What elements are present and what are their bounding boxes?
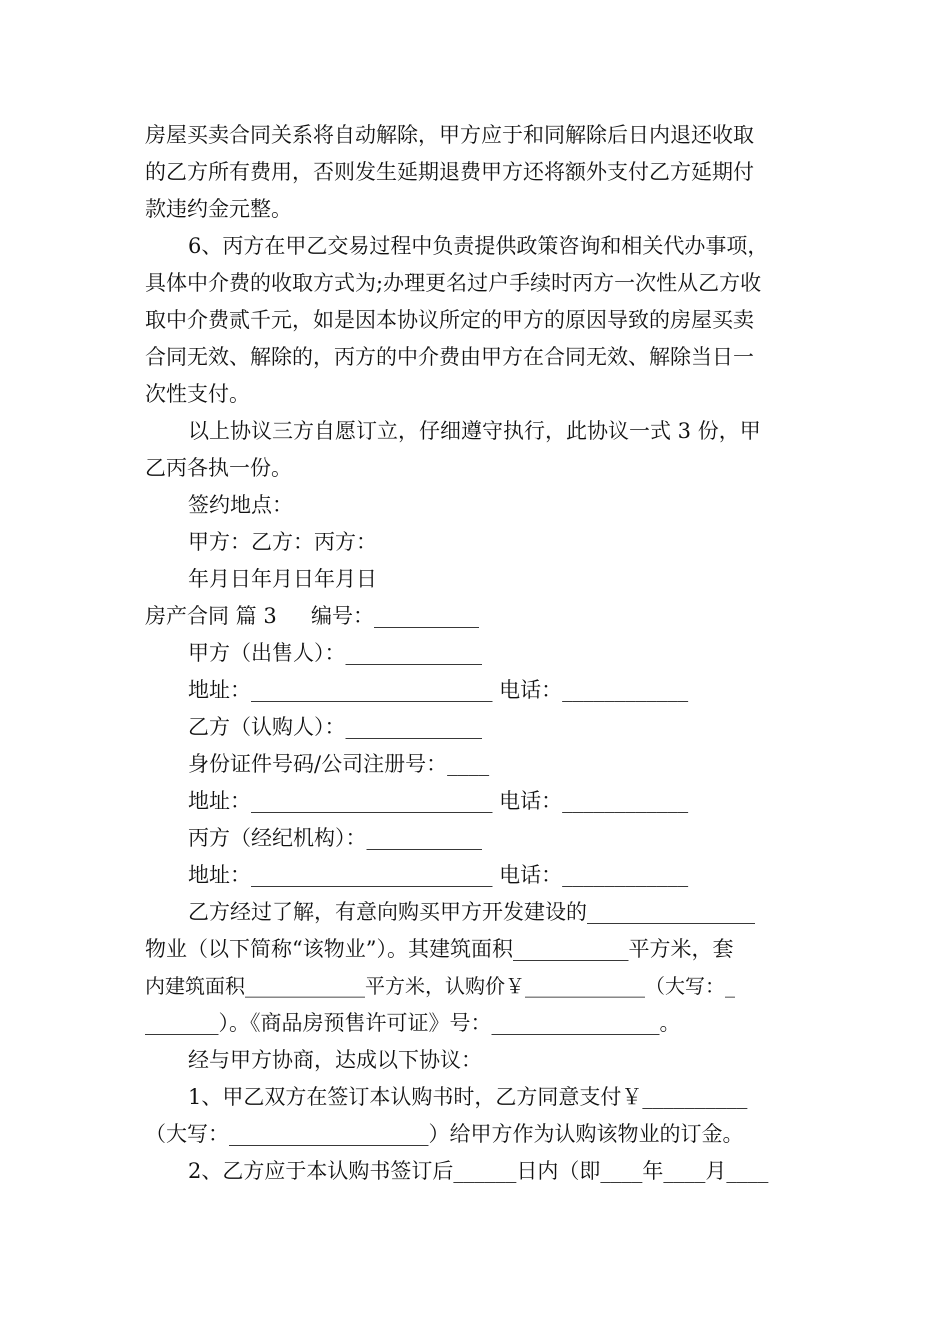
signing-parties: 甲方：乙方：丙方： <box>188 530 377 554</box>
form-field-line: 地址：_______________________ 电话：____________ <box>188 863 689 887</box>
paragraph-line: 取中介费贰千元，如是因本协议所定的甲方的原因导致的房屋买卖 <box>145 308 754 332</box>
paragraph-line: 2、乙方应于本认购书签订后______日内（即____年____月____ <box>188 1159 769 1183</box>
paragraph-line: 内建筑面积____________平方米，认购价￥____________（大写：_ <box>145 974 735 998</box>
paragraph-line: 的乙方所有费用，否则发生延期退费甲方还将额外支付乙方延期付 <box>145 160 754 184</box>
form-field-line: 地址：_______________________ 电话：____________ <box>188 678 689 702</box>
paragraph-line: 乙丙各执一份。 <box>145 456 292 480</box>
paragraph-line: 具体中介费的收取方式为;办理更名过户手续时丙方一次性从乙方收 <box>145 271 762 295</box>
signing-place: 签约地点： <box>188 493 293 517</box>
paragraph-line: 房屋买卖合同关系将自动解除，甲方应于和同解除后日内退还收取 <box>145 123 754 147</box>
form-field-line: 甲方（出售人）：_____________ <box>188 641 482 665</box>
paragraph-line: 经与甲方协商，达成以下协议： <box>188 1048 482 1072</box>
paragraph-line: 物业（以下简称“该物业”）。其建筑面积___________平方米，套 <box>145 937 734 961</box>
paragraph-line: 以上协议三方自愿订立，仔细遵守执行，此协议一式 3 份，甲 <box>188 419 761 443</box>
paragraph-line: 乙方经过了解，有意向购买甲方开发建设的________________ <box>188 900 755 924</box>
paragraph-line: 6、丙方在甲乙交易过程中负责提供政策咨询和相关代办事项， <box>188 234 769 258</box>
signing-dates: 年月日年月日年月日 <box>188 567 377 591</box>
form-field-line: 丙方（经纪机构）：___________ <box>188 826 482 850</box>
paragraph-line: 款违约金元整。 <box>145 197 292 221</box>
paragraph-line: _______）。《商品房预售许可证》号：________________。 <box>145 1011 681 1035</box>
paragraph-line: 1、甲乙双方在签订本认购书时，乙方同意支付￥__________ <box>188 1085 748 1109</box>
paragraph-line: （大写：___________________）给甲方作为认购该物业的订金。 <box>145 1122 744 1146</box>
form-field-line: 地址：_______________________ 电话：____________ <box>188 789 689 813</box>
paragraph-line: 合同无效、解除的，丙方的中介费由甲方在合同无效、解除当日一 <box>145 345 754 369</box>
form-field-line: 身份证件号码/公司注册号：____ <box>188 752 490 776</box>
paragraph-line: 次性支付。 <box>145 382 250 406</box>
section-heading: 房产合同 篇 3 编号：__________ <box>145 604 480 628</box>
form-field-line: 乙方（认购人）：_____________ <box>188 715 482 739</box>
